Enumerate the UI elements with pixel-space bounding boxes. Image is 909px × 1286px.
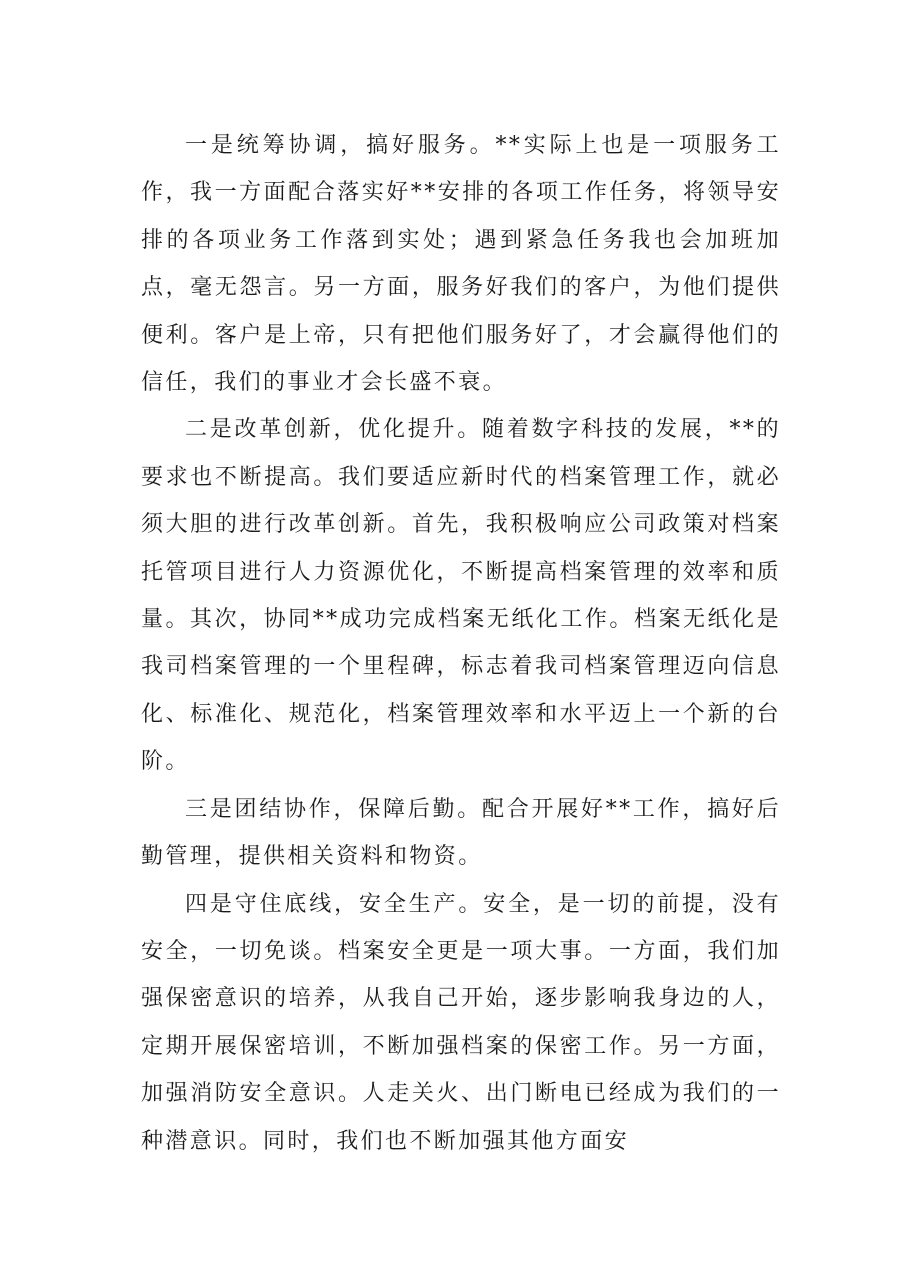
paragraph-cooperation: 三是团结协作，保障后勤。配合开展好**工作，搞好后勤管理，提供相关资料和物资。 xyxy=(141,796,781,870)
paragraph-service: 一是统筹协调，搞好服务。**实际上也是一项服务工作，我一方面配合落实好**安排的各项工作任务，将领导安排的各项业务工作落到实处；遇到紧急任务我也会加班加点，毫无怨言。另一方面，服务好我们的客户，为他们提供便利。客户是上帝，只有把他们服务好了，才会赢得他们的信任，我们的事业才会长盛不衰。 xyxy=(141,133,781,396)
paragraph-innovation: 二是改革创新，优化提升。随着数字科技的发展，**的要求也不断提高。我们要适应新时代的档案管理工作，就必须大胆的进行改革创新。首先，我积极响应公司政策对档案托管项目进行人力资源优化，不断提高档案管理的效率和质量。其次，协同**成功完成档案无纸化工作。档案无纸化是我司档案管理的一个里程碑，标志着我司档案管理迈向信息化、标准化、规范化，档案管理效率和水平迈上一个新的台阶。 xyxy=(141,417,781,775)
paragraph-safety: 四是守住底线，安全生产。安全，是一切的前提，没有安全，一切免谈。档案安全更是一项大事。一方面，我们加强保密意识的培养，从我自己开始，逐步影响我身边的人，定期开展保密培训，不断加强档案的保密工作。另一方面，加强消防安全意识。人走关火、出门断电已经成为我们的一种潜意识。同时，我们也不断加强其他方面安 xyxy=(141,891,781,1154)
document-body xyxy=(141,122,781,1165)
